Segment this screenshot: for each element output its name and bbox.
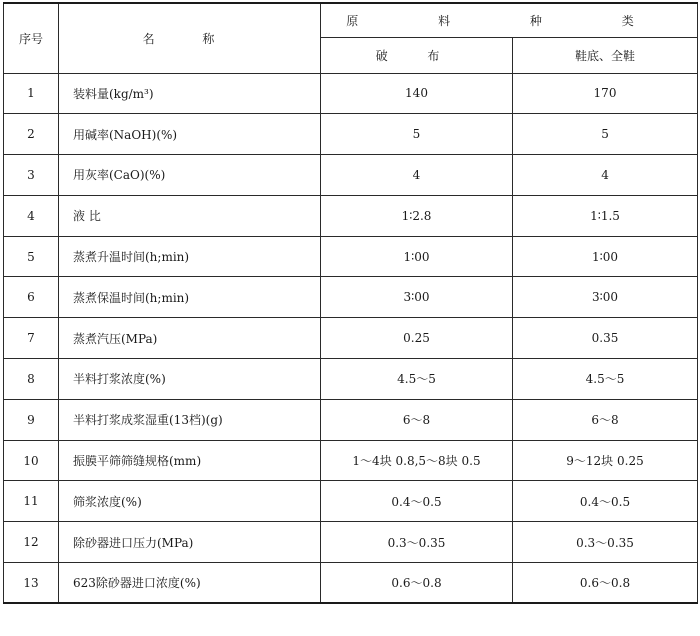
table-row xyxy=(4,399,698,440)
row-value-rags: 140 xyxy=(321,73,513,114)
row-value-rags: 1～4块 0.8,5～8块 0.5 xyxy=(321,440,513,481)
row-value-shoe-soles: 6～8 xyxy=(513,399,698,440)
row-serial-number: 13 xyxy=(4,563,59,604)
row-parameter-name: 用灰率(CaO)(%) xyxy=(59,155,321,196)
row-parameter-name: 液 比 xyxy=(59,195,321,236)
row-parameter-name: 除砂器进口压力(MPa) xyxy=(59,522,321,563)
row-value-shoe-soles: 4 xyxy=(513,155,698,196)
table-body xyxy=(4,73,698,603)
row-parameter-name: 振膜平筛筛缝规格(mm) xyxy=(59,440,321,481)
row-value-shoe-soles: 3∶00 xyxy=(513,277,698,318)
row-value-rags: 4 xyxy=(321,155,513,196)
header-serial-number: 序号 xyxy=(4,3,59,73)
table-row xyxy=(4,73,698,114)
table-row xyxy=(4,563,698,604)
row-value-rags: 6～8 xyxy=(321,399,513,440)
row-value-rags: 0.25 xyxy=(321,318,513,359)
header-rags: 破 布 xyxy=(321,37,513,73)
row-parameter-name: 蒸煮保温时间(h;min) xyxy=(59,277,321,318)
row-serial-number: 5 xyxy=(4,236,59,277)
row-value-rags: 5 xyxy=(321,114,513,155)
row-value-shoe-soles: 5 xyxy=(513,114,698,155)
row-parameter-name: 用碱率(NaOH)(%) xyxy=(59,114,321,155)
row-value-shoe-soles: 0.35 xyxy=(513,318,698,359)
row-serial-number: 6 xyxy=(4,277,59,318)
row-serial-number: 11 xyxy=(4,481,59,522)
row-value-shoe-soles: 1∶1.5 xyxy=(513,195,698,236)
row-parameter-name: 装料量(kg/m³) xyxy=(59,73,321,114)
table-row xyxy=(4,114,698,155)
row-value-shoe-soles: 0.4～0.5 xyxy=(513,481,698,522)
table-row xyxy=(4,318,698,359)
table-row xyxy=(4,522,698,563)
row-value-rags: 1∶2.8 xyxy=(321,195,513,236)
table-row xyxy=(4,440,698,481)
header-material-type: 原 料 种 类 xyxy=(321,3,698,37)
header-row-top xyxy=(4,3,698,37)
row-value-shoe-soles: 4.5～5 xyxy=(513,359,698,400)
row-parameter-name: 半料打浆成浆湿重(13档)(g) xyxy=(59,399,321,440)
row-value-shoe-soles: 170 xyxy=(513,73,698,114)
row-parameter-name: 623除砂器进口浓度(%) xyxy=(59,563,321,604)
table-row xyxy=(4,481,698,522)
row-serial-number: 3 xyxy=(4,155,59,196)
row-value-rags: 3∶00 xyxy=(321,277,513,318)
row-serial-number: 2 xyxy=(4,114,59,155)
row-value-shoe-soles: 1∶00 xyxy=(513,236,698,277)
row-serial-number: 8 xyxy=(4,359,59,400)
row-serial-number: 12 xyxy=(4,522,59,563)
table-row xyxy=(4,359,698,400)
header-shoe-soles: 鞋底、全鞋 xyxy=(513,37,698,73)
row-parameter-name: 蒸煮升温时间(h;min) xyxy=(59,236,321,277)
row-value-shoe-soles: 9～12块 0.25 xyxy=(513,440,698,481)
row-parameter-name: 蒸煮汽压(MPa) xyxy=(59,318,321,359)
row-value-rags: 0.3～0.35 xyxy=(321,522,513,563)
row-serial-number: 4 xyxy=(4,195,59,236)
table-row xyxy=(4,155,698,196)
table-row xyxy=(4,236,698,277)
row-serial-number: 1 xyxy=(4,73,59,114)
row-value-rags: 0.4～0.5 xyxy=(321,481,513,522)
row-value-shoe-soles: 0.6～0.8 xyxy=(513,563,698,604)
row-serial-number: 10 xyxy=(4,440,59,481)
row-value-rags: 1∶00 xyxy=(321,236,513,277)
table-row xyxy=(4,195,698,236)
row-value-rags: 4.5～5 xyxy=(321,359,513,400)
row-value-rags: 0.6～0.8 xyxy=(321,563,513,604)
row-parameter-name: 半料打浆浓度(%) xyxy=(59,359,321,400)
header-name: 名 称 xyxy=(59,3,321,73)
process-parameter-table xyxy=(3,2,698,604)
document-page xyxy=(3,2,697,604)
row-serial-number: 7 xyxy=(4,318,59,359)
row-serial-number: 9 xyxy=(4,399,59,440)
row-value-shoe-soles: 0.3～0.35 xyxy=(513,522,698,563)
table-row xyxy=(4,277,698,318)
row-parameter-name: 筛浆浓度(%) xyxy=(59,481,321,522)
